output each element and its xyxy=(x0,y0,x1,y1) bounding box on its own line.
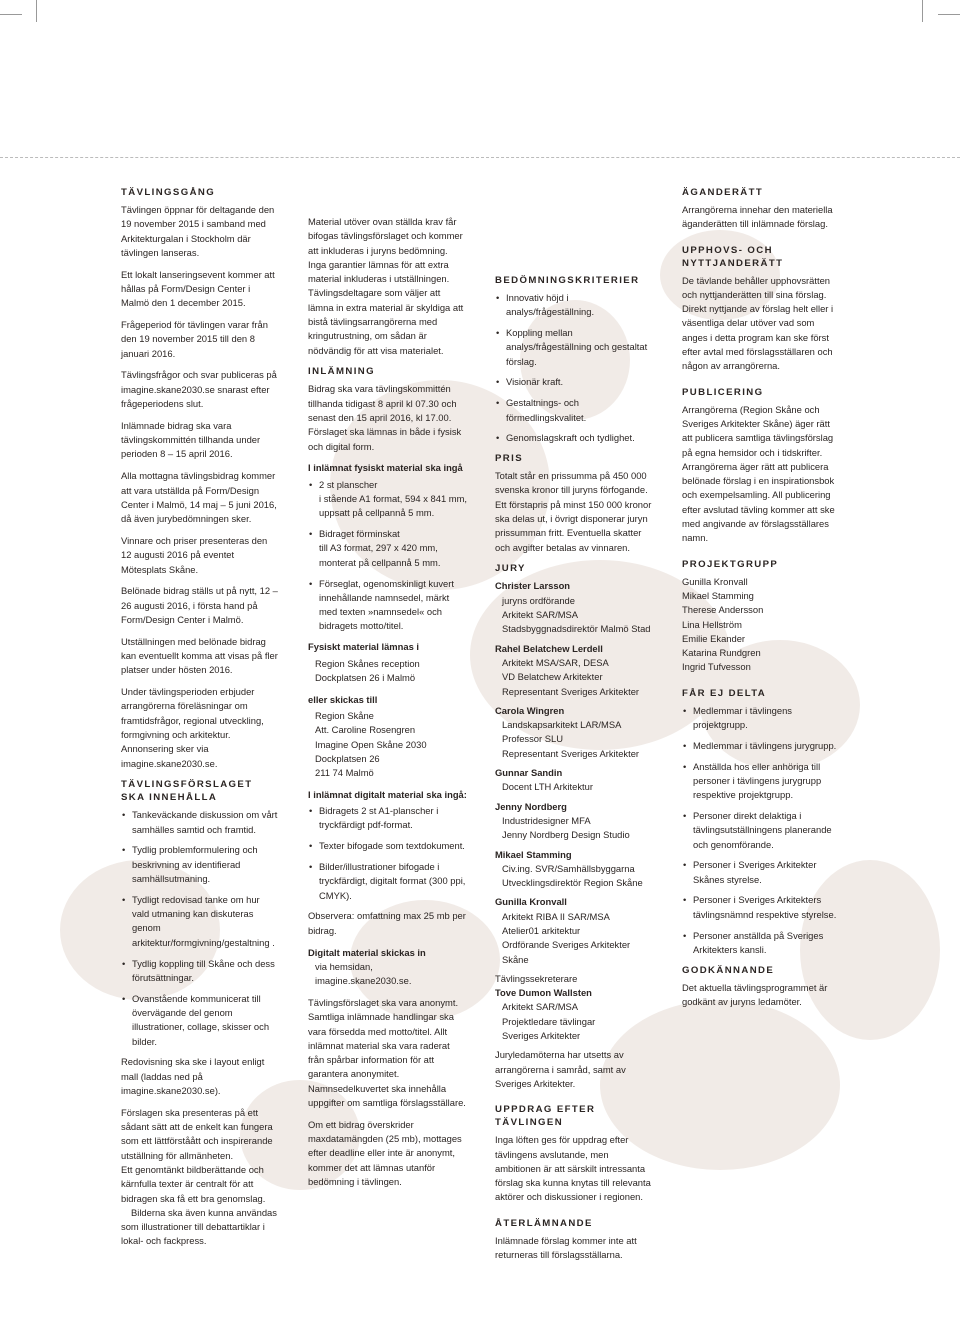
paragraph: Under tävlingsperioden erbjuder arrangörerna föreläsningar om framtidsfrågor, regional utveckling, formgivning och arkitektur. Annonsering sker via imagine.skane2030.se. xyxy=(121,686,264,769)
paragraph: via hemsidan, imagine.skane2030.se. xyxy=(315,960,412,987)
list-item: • Visionär kraft. xyxy=(495,375,657,389)
jury-member: Rahel Belatchew Lerdell Arkitekt MSA/SAR, DESA VD Belatchew Arkitekter Representant Sveriges Arkitekter xyxy=(495,642,640,697)
list-item: • Förseglat, ogenomskinligt kuvert innehållande namnsedel, märkt med texten »namnsedel« och bidragets motto/titel. xyxy=(308,577,468,634)
list-item: • Bidragets 2 st A1-planscher i tryckfärdigt pdf-format. xyxy=(308,804,468,833)
jury-member: Christer Larsson juryns ordförande Arkitekt SAR/MSA Stadsbyggnadsdirektör Malmö Stad xyxy=(495,580,651,635)
paragraph: Tävlingen öppnar för deltagande den 19 november 2015 i samband med Arkitekturgalan i Stockholm där tävlingen lanseras. xyxy=(121,204,275,258)
list-item: • Gestaltnings- och förmedlingskvalitet. xyxy=(495,396,657,425)
fold-line xyxy=(0,157,960,158)
paragraph: Utställningen med belönade bidrag kan eventuellt komma att visas på fler platser under hösten 2016. xyxy=(121,635,278,676)
heading-projektgrupp: PROJEKTGRUPP xyxy=(682,558,779,570)
jury-member: Jenny Nordberg Industridesigner MFA Jenny Nordberg Design Studio xyxy=(495,800,630,841)
paragraph: Om ett bidrag överskrider maxdatamängden (25 mb), mottages efter deadline eller inte är anonymt, kommer det att lämnas utanför bedömning i tävlingen. xyxy=(308,1118,462,1188)
paragraph: Observera: omfattning max 25 mb per bidrag. xyxy=(308,910,466,936)
list-item: • Anställda hos eller anhöriga till personer i tävlingens jurygrupp respektive projektgrupp. xyxy=(682,760,840,803)
list-item: • 2 st planscher i stående A1 format, 594 x 841 mm, uppsatt på cellpannå 5 mm. xyxy=(308,478,468,521)
list-item: • Tydlig koppling till Skåne och dess förutsättningar. xyxy=(121,957,279,986)
list-item: • Personer i Sveriges Arkitekter Skånes styrelse. xyxy=(682,858,840,887)
column-2 xyxy=(308,215,468,1197)
paragraph: Inga löften ges för uppdrag efter tävlingens avslutande, men ambitionen är att särskilt intressanta förslag ska kunna knytas till relevanta aktörer och diskussioner i regionen. xyxy=(495,1134,651,1203)
paragraph: Bilderna ska även kunna användas som illustrationer till debattartiklar i lokal- och fackpress. xyxy=(121,1206,277,1247)
paragraph: De tävlande behåller upphovsrätten och nyttjanderätten till sina förslag. Direkt nyttjande av förslag helt eller i väsentliga delar utöver vad som anges i detta program kan ske först efter avtal med förslagsställaren och någon av arrangörerna. xyxy=(682,274,834,372)
forslag-criteria-list xyxy=(121,808,279,1048)
heading-pris: PRIS xyxy=(495,453,523,465)
paragraph: Totalt står en prissumma på 450 000 svenska kronor till juryns förfogande. Ett förstapris på minst 150 000 kronor ska delas ut, i övrigt disponerar juryn prissumman fritt. Eventuella skatter och avgifter betalas av vinnaren. xyxy=(495,470,652,553)
list-item: • Tydligt redovisad tanke om hur vald utmaning kan diskuteras genom arkitektur/formgivning/gestaltning . xyxy=(121,893,279,950)
list-item: • Personer direkt delaktiga i tävlingsutställningens planerande och genomförande. xyxy=(682,809,840,852)
list-item: • Ovanstående kommunicerat till övervägande del genom illustrationer, collage, skisser och bilder. xyxy=(121,992,279,1049)
paragraph: Juryledamöterna har utsetts av arrangörerna i samråd, samt av Sveriges Arkitekter. xyxy=(495,1049,626,1089)
jury-member: Gunnar Sandin Docent LTH Arkitektur xyxy=(495,767,594,793)
list-item: Katarina Rundgren xyxy=(682,647,761,659)
paragraph: Tävlingsförslaget ska vara anonymt. Samtliga inlämnade handlingar ska vara försedda med motto/titel. Allt inlämnat material ska vara raderat från spårbar information för att garantera anonymitet. Namnsedelkuvertet ska innehålla uppgifter om samtliga förslagsställare. xyxy=(308,996,466,1109)
address-block: Region Skåne Att. Caroline Rosengren Imagine Open Skåne 2030 Dockplatsen 26 211 74 Malmö xyxy=(315,709,427,779)
paragraph: Alla mottagna tävlingsbidrag kommer att vara utställda på Form/Design Center i Malmö, 14 maj – 5 juni 2016, då även jurybedömningen sker. xyxy=(121,470,277,525)
subheading-fysiskt: I inlämnat fysiskt material ska ingå xyxy=(308,462,463,474)
fysiskt-list xyxy=(308,478,468,634)
heading-jury: JURY xyxy=(495,563,526,575)
paragraph: Förslagen ska presenteras på ett sådant sätt att de enkelt kan fungera som ett lättförståått och inspirerande utställning för allmänheten. xyxy=(121,1106,273,1161)
paragraph: Frågeperiod för tävlingen varar från den 19 november 2015 till den 8 januari 2016. xyxy=(121,319,268,359)
projektgrupp-list xyxy=(682,575,840,675)
subheading-digitalt-skickas: Digitalt material skickas in xyxy=(308,946,426,958)
address-block: Region Skånes reception Dockplatsen 26 i Malmö xyxy=(315,657,420,683)
paragraph: Belönade bidrag ställs ut på nytt, 12 – 26 augusti 2016, i första hand på Form/Design Center i Malmö. xyxy=(121,585,278,625)
paragraph: Det aktuella tävlingsprogrammet är godkänt av juryns ledamöter. xyxy=(682,981,828,1007)
heading-upphovsratt: UPPHOVS- OCH NYTTJANDERÄTT xyxy=(682,244,784,269)
list-item: Emilie Ekander xyxy=(682,632,746,644)
heading-tavlingsforslaget: TÄVLINGSFÖRSLAGET SKA INNEHÅLLA xyxy=(121,779,253,804)
paragraph: Vinnare och priser presenteras den 12 augusti 2016 på eventet Mötesplats Skåne. xyxy=(121,534,268,575)
heading-aterlamnande: ÅTERLÄMNANDE xyxy=(495,1217,593,1229)
jury-list xyxy=(495,579,657,1048)
subheading-fysiskt-lamnas: Fysiskt material lämnas i xyxy=(308,641,419,653)
paragraph: Ett genomtänkt bildberättande och kärnfulla texter är centralt för att bidragen ska få ett bra genomslag. xyxy=(121,1163,266,1204)
paragraph: Arrangörerna äger rätt att publicera belönade förslag i en inspirationsbok och exempelsamling. All publicering efter avslutad tävling kommer att ske med angivande av förslagsställares namn. xyxy=(682,460,835,544)
jury-member: Mikael Stamming Civ.ing. SVR/Samhällsbyggarna Utvecklingsdirektör Region Skåne xyxy=(495,848,643,889)
list-item: • Texter bifogade som textdokument. xyxy=(308,839,468,853)
heading-far-ej-delta: FÅR EJ DELTA xyxy=(682,687,767,699)
jury-member: Carola Wingren Landskapsarkitekt LAR/MSA Professor SLU Representant Sveriges Arkitekter xyxy=(495,704,640,759)
list-item: • Personer i Sveriges Arkitekters tävlingsnämnd respektive styrelse. xyxy=(682,893,840,922)
list-item: Ingrid Tufvesson xyxy=(682,661,751,673)
heading-aganderatt: ÄGANDERÄTT xyxy=(682,187,764,198)
paragraph: Ett lokalt lanseringsevent kommer att hållas på Form/Design Center i Malmö den 1 december 2015. xyxy=(121,268,275,309)
digitalt-list xyxy=(308,804,468,903)
paragraph: Bidrag ska vara tävlingskommittén tillhanda tidigast 8 april kl 07.30 och senast den 15 april 2016, kl 17.00. Förslaget ska lämnas in både i fysisk och digital form. xyxy=(308,383,462,452)
competition-secretary: Tävlingssekreterare Tove Dumon Wallsten Arkitekt SAR/MSA Projektledare tävlingar Sveriges Arkitekter xyxy=(495,972,596,1042)
heading-inlamning: INLÄMNING xyxy=(308,366,375,378)
heading-publicering: PUBLICERING xyxy=(682,386,764,398)
list-item: • Medlemmar i tävlingens projektgrupp. xyxy=(682,704,840,733)
list-item: • Personer anställda på Sveriges Arkitekters kansli. xyxy=(682,929,840,958)
list-item: Therese Andersson xyxy=(682,604,764,616)
excluded-list xyxy=(682,704,840,957)
list-item: • Tydlig problemformulering och beskrivning av identifierad samhällsutmaning. xyxy=(121,843,279,886)
list-item: • Medlemmar i tävlingens jurygrupp. xyxy=(682,739,840,753)
paragraph: Material utöver ovan ställda krav får bifogas tävlingsförslaget och kommer att inkluderas i juryns bedömning. Inga garantier lämnas för att extra material inkluderas i utställningen. Tävlingsdeltagare som väljer att lämna in extra material är skyldiga att bistå tävlingsarrangörerna med kringutrustning, om sådan är nödvändig för att visa materialet. xyxy=(308,216,464,356)
list-item: Lina Hellström xyxy=(682,618,742,630)
jury-member: Gunilla Kronvall Arkitekt RIBA II SAR/MSA Atelier01 arkitektur Ordförande Sveriges Arkitekter Skåne xyxy=(495,896,631,965)
criteria-list xyxy=(495,291,657,446)
heading-bedomningskriterier: BEDÖMNINGSKRITERIER xyxy=(495,275,640,286)
paragraph: Inlämnade bidrag ska vara tävlingskommittén tillhanda under perioden 8 – 15 april 2016. xyxy=(121,419,261,460)
heading-tavlingsgang: TÄVLINGSGÅNG xyxy=(121,187,216,198)
list-item: • Tankeväckande diskussion om vårt samhälles samtid och framtid. xyxy=(121,808,279,837)
heading-godkannande: GODKÄNNANDE xyxy=(682,964,775,976)
column-1 xyxy=(121,180,279,1256)
subheading-eller: eller skickas till xyxy=(308,693,378,705)
paragraph: Redovisning ska ske i layout enligt mall (laddas ned på imagine.skane2030.se). xyxy=(121,1056,265,1096)
subheading-digitalt: I inlämnat digitalt material ska ingå: xyxy=(308,788,467,800)
list-item: • Innovativ höjd i analys/frågeställning. xyxy=(495,291,657,320)
list-item: • Genomslagskraft och tydlighet. xyxy=(495,431,657,445)
list-item: • Bilder/illustrationer bifogade i tryckfärdigt, digitalt format (300 ppi, CMYK). xyxy=(308,860,468,903)
paragraph: Arrangörerna (Region Skåne och Sveriges Arkitekter Skåne) äger rätt att publicera samtliga tävlingsförslag på egna hemsidor och i tidskrifter. xyxy=(682,403,834,458)
paragraph: Tävlingsfrågor och svar publiceras på imagine.skane2030.se snarast efter frågeperiodens slut. xyxy=(121,369,277,410)
paragraph: Arrangörerna innehar den materiella äganderätten till inlämnade förslag. xyxy=(682,204,833,230)
heading-uppdrag: UPPDRAG EFTER TÄVLINGEN xyxy=(495,1104,596,1129)
list-item: Mikael Stamming xyxy=(682,589,754,601)
paragraph: Inlämnade förslag kommer inte att returneras till förslagsställarna. xyxy=(495,1234,637,1261)
list-item: • Bidraget förminskat till A3 format, 297 x 420 mm, monterat på cellpannå 5 mm. xyxy=(308,527,468,570)
list-item: • Koppling mellan analys/frågeställning och gestaltat förslag. xyxy=(495,326,657,369)
column-4 xyxy=(682,180,840,1017)
list-item: Gunilla Kronvall xyxy=(682,575,748,587)
column-3 xyxy=(495,268,657,1270)
